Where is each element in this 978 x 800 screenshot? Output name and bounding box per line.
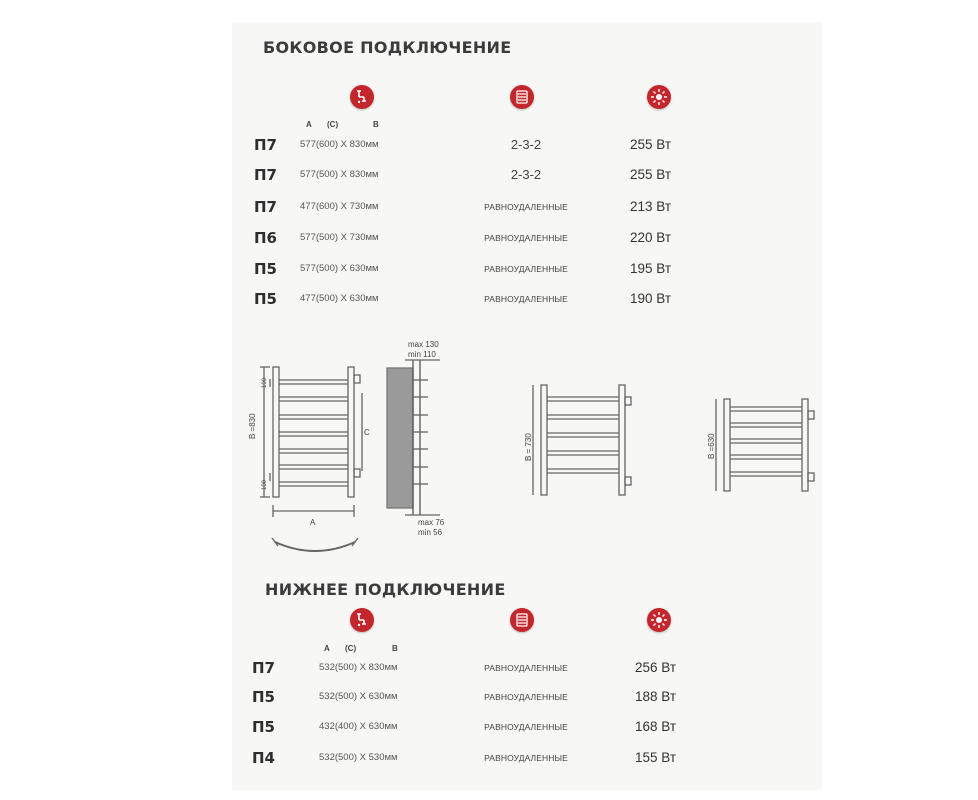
dim-100-bottom: 100 [262, 479, 268, 490]
sections-label: РАВНОУДАЛЕННЫЕ [484, 202, 568, 212]
heat-icon [647, 608, 671, 632]
power-label: 255 Вт [630, 167, 672, 182]
size-label: 532(500) X 530мм [319, 752, 398, 763]
power-label: 168 Вт [635, 719, 677, 734]
side-connection-title: БОКОВОЕ ПОДКЛЮЧЕНИЕ [263, 38, 512, 57]
column-b-label: B [373, 120, 379, 129]
sections-label: РАВНОУДАЛЕННЫЕ [484, 663, 568, 673]
sections-label: РАВНОУДАЛЕННЫЕ [484, 722, 568, 732]
column-c-label: (C) [345, 644, 357, 653]
table-row [0, 193, 978, 221]
sections-label: 2-3-2 [510, 167, 542, 182]
model-label: П7 [254, 198, 277, 216]
dim-a: A [310, 518, 316, 527]
column-a-label: A [306, 120, 312, 129]
size-label: 532(500) X 630мм [319, 691, 398, 702]
size-label: 432(400) X 630мм [319, 721, 398, 732]
power-label: 213 Вт [630, 199, 672, 214]
table-row [0, 683, 978, 711]
model-label: П7 [254, 136, 277, 154]
size-label: 532(500) X 830мм [319, 662, 398, 673]
table-row [0, 654, 978, 682]
model-label: П5 [254, 290, 277, 308]
model-label: П5 [252, 718, 275, 736]
model-label: П4 [252, 749, 275, 767]
dim-min110: min 110 [408, 350, 436, 359]
table-row [0, 255, 978, 283]
sections-label: РАВНОУДАЛЕННЫЕ [484, 264, 568, 274]
size-label: 477(500) X 630мм [300, 293, 379, 304]
dim-max130: max 130 [408, 340, 439, 349]
technical-drawings [250, 335, 830, 565]
sections-label: 2-3-2 [510, 137, 542, 152]
sections-label: РАВНОУДАЛЕННЫЕ [484, 294, 568, 304]
power-label: 255 Вт [630, 137, 672, 152]
dim-b630: B =630 [707, 433, 716, 459]
power-label: 190 Вт [630, 291, 672, 306]
model-label: П6 [254, 229, 277, 247]
towel-rail-5-bars-630 [716, 399, 814, 491]
bottom-connection-title: НИЖНЕЕ ПОДКЛЮЧЕНИЕ [265, 580, 506, 599]
sections-label: РАВНОУДАЛЕННЫЕ [484, 753, 568, 763]
column-a-label: A [324, 644, 330, 653]
size-label: 477(600) X 730мм [300, 201, 379, 212]
table-row [0, 744, 978, 772]
table-row [0, 713, 978, 741]
sections-label: РАВНОУДАЛЕННЫЕ [484, 233, 568, 243]
dim-b730: B = 730 [524, 433, 533, 461]
dim-c: C [364, 428, 370, 437]
power-label: 220 Вт [630, 230, 672, 245]
size-label: 577(500) X 630мм [300, 263, 379, 274]
sections-icon [510, 85, 534, 109]
model-label: П5 [254, 260, 277, 278]
model-label: П5 [252, 688, 275, 706]
table-row [0, 131, 978, 159]
dim-b830: B =830 [248, 413, 257, 439]
power-label: 256 Вт [635, 660, 677, 675]
size-label: 577(600) X 830мм [300, 139, 379, 150]
table-row [0, 161, 978, 189]
size-label: 577(500) X 830мм [300, 169, 379, 180]
power-label: 195 Вт [630, 261, 672, 276]
dim-min56: min 56 [418, 528, 443, 537]
connection-icon [350, 85, 374, 109]
towel-rail-side-view [387, 360, 440, 515]
power-label: 155 Вт [635, 750, 677, 765]
dim-max76: max 76 [418, 518, 445, 527]
power-label: 188 Вт [635, 689, 677, 704]
table-row [0, 224, 978, 252]
connection-icon [350, 608, 374, 632]
model-label: П7 [254, 166, 277, 184]
model-label: П7 [252, 659, 275, 677]
drawings-svg [250, 335, 830, 565]
column-c-label: (C) [327, 120, 339, 129]
heat-icon [647, 85, 671, 109]
dim-100-top: 100 [262, 377, 268, 388]
sections-label: РАВНОУДАЛЕННЫЕ [484, 692, 568, 702]
table-row [0, 285, 978, 313]
towel-rail-5-bars-730 [533, 385, 631, 495]
sections-icon [510, 608, 534, 632]
column-b-label: B [392, 644, 398, 653]
size-label: 577(500) X 730мм [300, 232, 379, 243]
